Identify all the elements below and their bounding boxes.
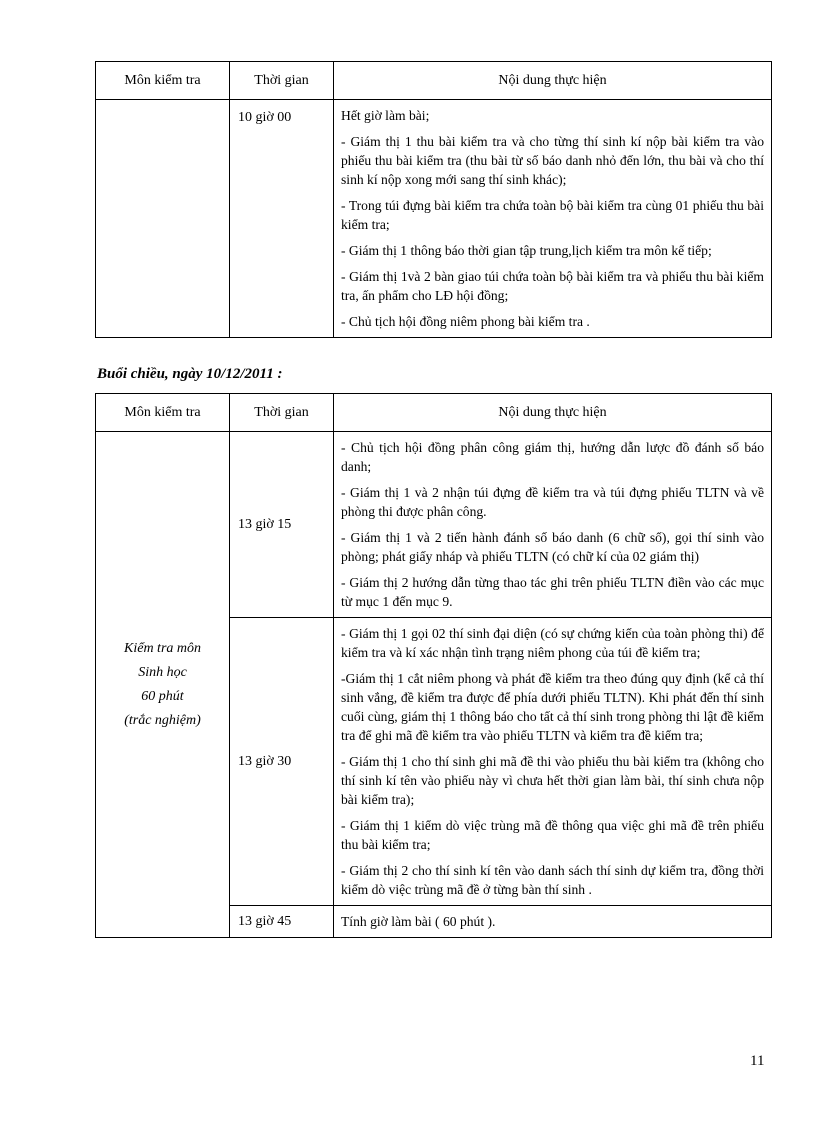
section-heading: Buổi chiều, ngày 10/12/2011 : [97, 366, 283, 382]
schedule-table-morning [95, 61, 772, 338]
content-item: - Giám thị 1 cho thí sinh ghi mã đề thi vào phiếu thu bài kiểm tra (không cho thí sinh kí tên vào phiếu này vì chưa hết thời gian làm bài, thí sinh chưa nộp bài kiểm tra); [341, 754, 764, 807]
header-subject: Môn kiểm tra [96, 62, 230, 100]
content-item: - Giám thị 1 kiểm dò việc trùng mã đề thông qua việc ghi mã đề trên phiếu thu bài kiểm tra; [341, 818, 764, 852]
content-item: - Giám thị 1 thu bài kiểm tra và cho từng thí sinh kí nộp bài kiểm tra vào phiếu thu bài kiểm tra (thu bài từ số báo danh nhỏ đến lớn, thu bài và cho thí sinh kí nộp xong mới sang thí sinh khác); [341, 134, 764, 187]
header-content: Nội dung thực hiện [334, 62, 772, 100]
header-time: Thời gian [230, 62, 334, 100]
content-item: -Giám thị 1 cắt niêm phong và phát đề kiểm tra theo đúng quy định (kể cả thí sinh vắng, đề kiểm tra được để phía dưới phiếu TLTN). Khi phát đến thí sinh cuối cùng, giám thị 1 thông báo cho tất cả thí sinh trong phòng thi lật đề kiểm tra để ghi mã đề kiểm tra vào phiếu TLTN và kiểm tra đề kiểm tra; [341, 671, 764, 743]
schedule-table-afternoon [95, 393, 772, 938]
subject-line: Sinh học [138, 664, 187, 680]
content-cell [334, 100, 772, 338]
time-cell: 13 giờ 45 [230, 906, 334, 938]
content-item: - Trong túi đựng bài kiểm tra chứa toàn bộ bài kiểm tra cùng 01 phiếu thu bài kiểm tra; [341, 198, 764, 232]
content-item: Hết giờ làm bài; [341, 108, 430, 123]
content-item: Tính giờ làm bài ( 60 phút ). [341, 914, 496, 929]
header-subject: Môn kiểm tra [96, 394, 230, 432]
content-item: - Chủ tịch hội đồng phân công giám thị, hướng dẫn lược đồ đánh số báo danh; [341, 440, 764, 474]
header-time: Thời gian [230, 394, 334, 432]
content-item: - Chủ tịch hội đồng niêm phong bài kiểm tra . [341, 314, 590, 329]
content-item: - Giám thị 2 hướng dẫn từng thao tác ghi trên phiếu TLTN điền vào các mục từ mục 1 đến mục 9. [341, 575, 764, 609]
content-item: - Giám thị 2 cho thí sinh kí tên vào danh sách thí sinh dự kiểm tra, đồng thời kiểm dò việc trùng mã đề ở từng bàn thí sinh . [341, 863, 764, 897]
table-row [96, 432, 772, 618]
content-cell [334, 432, 772, 618]
time-cell: 13 giờ 30 [230, 618, 334, 906]
content-cell [334, 906, 772, 938]
page-number: 11 [750, 1053, 765, 1069]
content-item: - Giám thị 1 gọi 02 thí sinh đại diện (có sự chứng kiến của toàn phòng thi) để kiểm tra và kí xác nhận tình trạng niêm phong của túi đề kiểm tra; [341, 626, 764, 660]
time-cell: 10 giờ 00 [230, 100, 334, 338]
subject-line: Kiểm tra môn [124, 640, 201, 656]
content-item: - Giám thị 1 thông báo thời gian tập trung,lịch kiểm tra môn kế tiếp; [341, 243, 712, 258]
header-content: Nội dung thực hiện [334, 394, 772, 432]
subject-cell [96, 100, 230, 338]
subject-line: (trắc nghiệm) [124, 712, 201, 728]
subject-cell [96, 432, 230, 938]
subject-line: 60 phút [141, 688, 184, 704]
content-item: - Giám thị 1 và 2 tiến hành đánh số báo danh (6 chữ số), gọi thí sinh vào phòng; phát giấy nháp và phiếu TLTN (có chữ kí của 02 giám thị) [341, 530, 764, 564]
time-cell: 13 giờ 15 [230, 432, 334, 618]
content-item: - Giám thị 1và 2 bàn giao túi chứa toàn bộ bài kiểm tra và phiếu thu bài kiểm tra, ấn phẩm cho LĐ hội đồng; [341, 269, 764, 303]
table-header-row [96, 62, 772, 100]
table-header-row [96, 394, 772, 432]
content-item: - Giám thị 1 và 2 nhận túi đựng đề kiểm tra và túi đựng phiếu TLTN và về phòng thi được phân công. [341, 485, 764, 519]
table-row [96, 100, 772, 338]
content-cell [334, 618, 772, 906]
